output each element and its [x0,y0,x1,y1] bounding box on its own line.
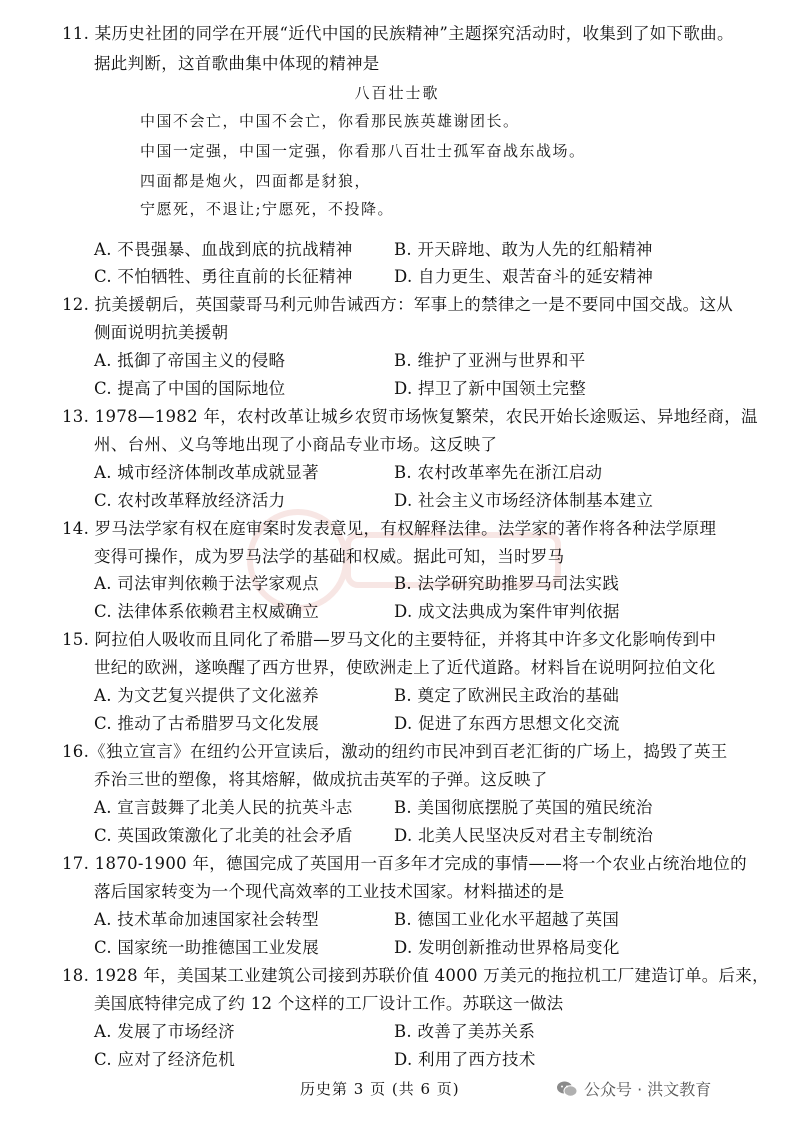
q12-option-b: B. 维护了亚洲与世界和平 [394,351,586,370]
q15-option-d: D. 促进了东西方思想文化交流 [394,714,620,733]
q12-option-a: A. 抵御了帝国主义的侵略 [94,351,286,370]
song-line: 宁愿死，不退让;宁愿死，不投降。 [140,200,395,218]
q14-option-b: B. 法学研究助推罗马司法实践 [394,574,620,593]
q12-stem-line-1: 12. 抗美援朝后，英国蒙哥马利元帅告诫西方：军事上的禁律之一是不要同中国交战。这从 [62,295,734,314]
q13-option-d: D. 社会主义市场经济体制基本建立 [394,491,654,510]
q11-option-c: C. 不怕牺牲、勇往直前的长征精神 [94,267,353,286]
q14-stem-line-2: 变得可操作，成为罗马法学的基础和权威。据此可知，当时罗马 [94,547,565,566]
q15-option-c: C. 推动了古希腊罗马文化发展 [94,714,320,733]
q14-option-c: C. 法律体系依赖君主权威确立 [94,602,320,621]
q17-stem-line-2: 落后国家转变为一个现代高效率的工业技术国家。材料描述的是 [94,882,565,901]
q14-stem-line-1: 14. 罗马法学家有权在庭审案时发表意见，有权解释法律。法学家的著作将各种法学原理 [62,519,717,538]
q14-option-a: A. 司法审判依赖于法学家观点 [94,574,319,593]
q15-stem-line-1: 15. 阿拉伯人吸收而且同化了希腊—罗马文化的主要特征，并将其中许多文化影响传到中 [62,630,717,649]
q17-option-b: B. 德国工业化水平超越了英国 [394,910,620,929]
page-footer: 历史第 3 页 (共 6 页) [300,1080,460,1098]
q18-stem-line-2: 美国底特律完成了约 12 个这样的工厂设计工作。苏联这一做法 [94,994,564,1013]
q17-option-c: C. 国家统一助推德国工业发展 [94,938,320,957]
song-title: 八百壮士歌 [354,84,440,102]
q15-option-b: B. 奠定了欧洲民主政治的基础 [394,686,620,705]
q15-stem-line-2: 世纪的欧洲，遂唤醒了西方世界，使欧洲走上了近代道路。材料旨在说明阿拉伯文化 [94,658,716,677]
watermark-text: 公众号 · 洪文教育 [584,1080,712,1099]
q17-option-d: D. 发明创新推动世界格局变化 [394,938,620,957]
q12-stem-line-2: 侧面说明抗美援朝 [94,323,229,342]
watermark [556,1077,711,1100]
q16-option-d: D. 北美人民坚决反对君主专制统治 [394,826,654,845]
q13-option-b: B. 农村改革率先在浙江启动 [394,463,603,482]
q18-option-d: D. 利用了西方技术 [394,1050,536,1069]
q13-option-a: A. 城市经济体制改革成就显著 [94,463,319,482]
q11-option-a: A. 不畏强暴、血战到底的抗战精神 [94,240,353,259]
q13-stem-line-2: 州、台州、义乌等地出现了小商品专业市场。这反映了 [94,435,498,454]
wechat-icon [556,1080,578,1098]
q15-option-a: A. 为文艺复兴提供了文化滋养 [94,686,319,705]
q16-stem-line-1: 16.《独立宣言》在纽约公开宣读后，激动的纽约市民冲到百老汇街的广场上，捣毁了英王 [62,742,728,761]
song-line: 四面都是炮火，四面都是豺狼， [140,172,372,190]
q11-option-b: B. 开天辟地、敢为人先的红船精神 [394,240,653,259]
q14-option-d: D. 成文法典成为案件审判依据 [394,602,620,621]
q17-option-a: A. 技术革命加速国家社会转型 [94,910,319,929]
q18-option-a: A. 发展了市场经济 [94,1022,235,1041]
q12-option-d: D. 捍卫了新中国领土完整 [394,379,587,398]
song-line: 中国不会亡，中国不会亡，你看那民族英雄谢团长。 [140,112,520,130]
song-line: 中国一定强，中国一定强，你看那八百壮士孤军奋战东战场。 [140,142,586,160]
q18-stem-line-1: 18. 1928 年，美国某工业建筑公司接到苏联价值 4000 万美元的拖拉机工厂建造订单。后来， [62,966,769,985]
q16-option-a: A. 宣言鼓舞了北美人民的抗英斗志 [94,798,353,817]
q18-option-b: B. 改善了美苏关系 [394,1022,536,1041]
q11-option-d: D. 自力更生、艰苦奋斗的延安精神 [394,267,654,286]
q13-option-c: C. 农村改革释放经济活力 [94,491,286,510]
q18-option-c: C. 应对了经济危机 [94,1050,236,1069]
q16-stem-line-2: 乔治三世的塑像，将其熔解，做成抗击英军的子弹。这反映了 [94,770,548,789]
q16-option-b: B. 美国彻底摆脱了英国的殖民统治 [394,798,653,817]
q12-option-c: C. 提高了中国的国际地位 [94,379,286,398]
q17-stem-line-1: 17. 1870-1900 年，德国完成了英国用一百多年才完成的事情——将一个农业占统治地位的 [62,854,747,873]
q13-stem-line-1: 13. 1978—1982 年，农村改革让城乡农贸市场恢复繁荣，农民开始长途贩运、异地经商，温 [62,407,758,426]
q16-option-c: C. 英国政策激化了北美的社会矛盾 [94,826,353,845]
q11-stem-line-2: 据此判断，这首歌曲集中体现的精神是 [94,54,380,73]
q11-stem-line-1: 11. 某历史社团的同学在开展“近代中国的民族精神”主题探究活动时，收集到了如下歌曲。 [62,24,734,43]
